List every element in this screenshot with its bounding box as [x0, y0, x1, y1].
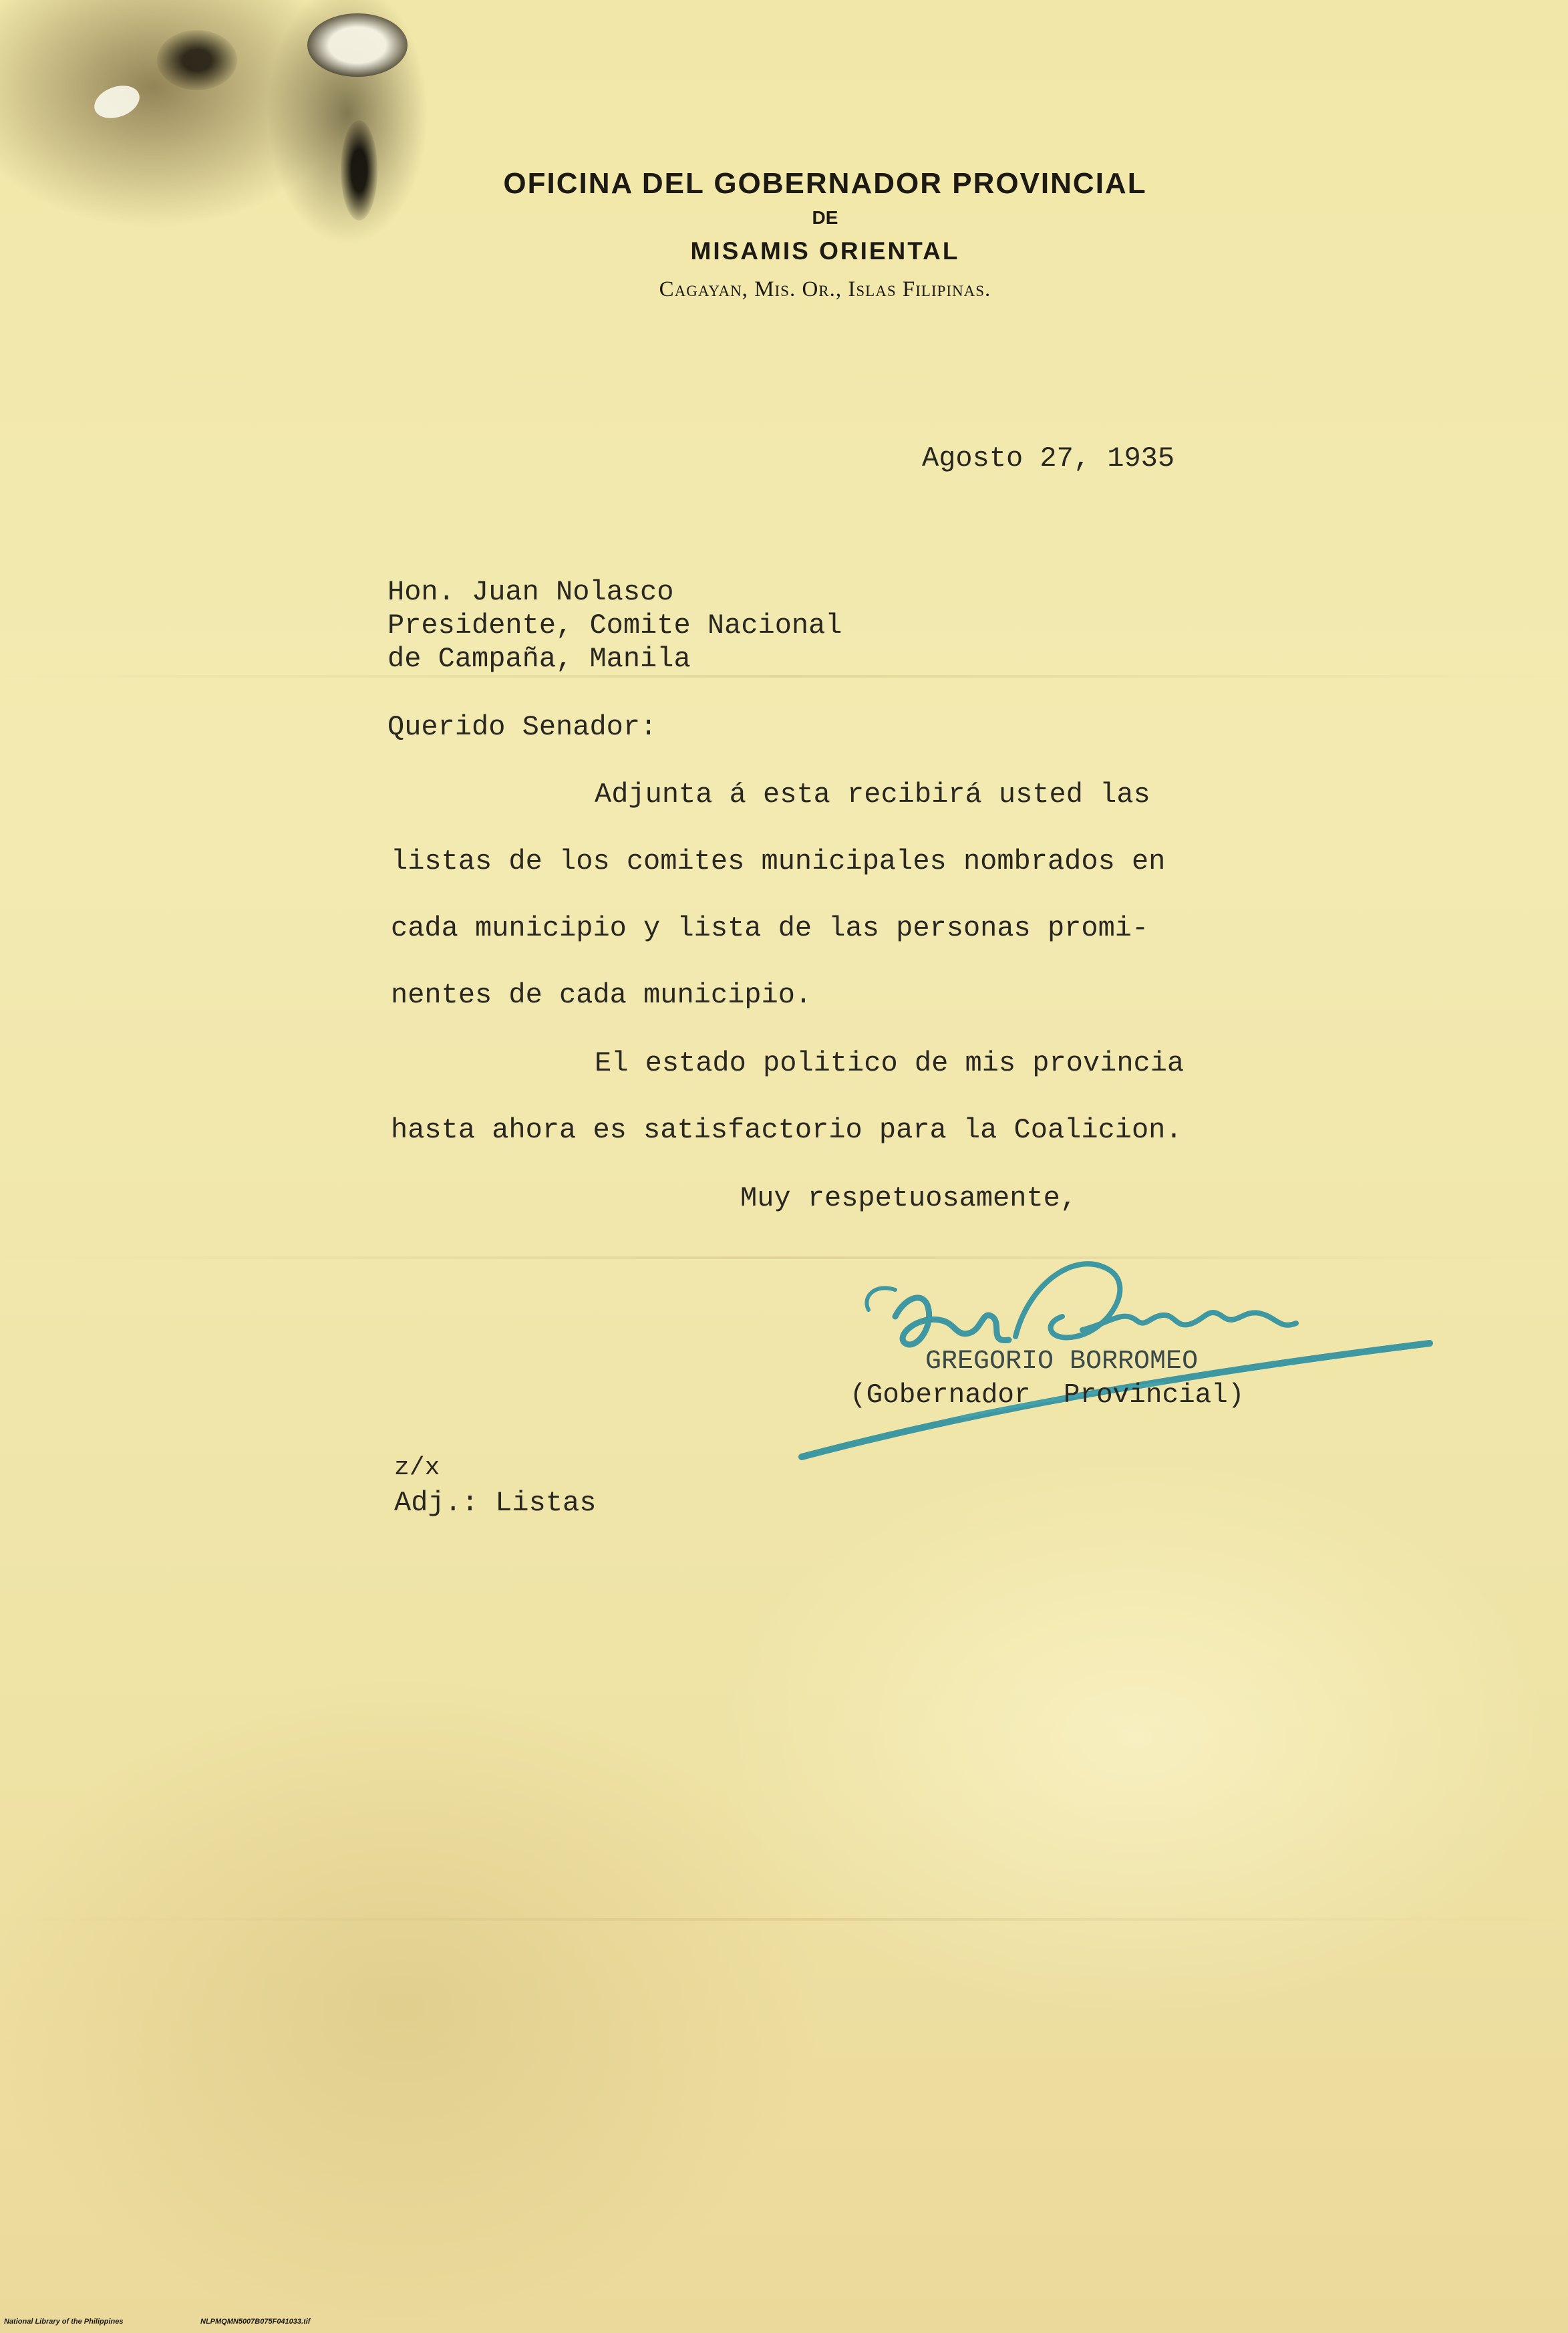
burn-stain [157, 30, 237, 90]
letterhead-province: MISAMIS ORIENTAL [690, 237, 960, 265]
footer-filename: NLPMQMN5007B075F041033.tif [200, 2318, 311, 2326]
signatory-title: (Gobernador Provincial) [850, 1380, 1245, 1411]
typist-initials: z/x [394, 1454, 440, 1482]
recipient-location: de Campaña, Manila [387, 643, 691, 675]
body-line: hasta ahora es satisfactorio para la Coalicion. [391, 1114, 1183, 1146]
body-line: El estado politico de mis provincia [595, 1047, 1185, 1079]
burn-stain [90, 80, 144, 124]
recipient-title: Presidente, Comite Nacional [387, 609, 842, 642]
letterhead-address: Cagayan, Mis. Or., Islas Filipinas. [659, 277, 991, 301]
burn-stain [307, 13, 408, 77]
burn-stain [341, 120, 377, 221]
letter-date: Agosto 27, 1935 [922, 442, 1175, 474]
enclosure-note: Adj.: Listas [394, 1487, 597, 1519]
paper-crease [0, 1918, 1568, 1921]
signatory-name: GREGORIO BORROMEO [925, 1347, 1199, 1377]
paper-crease [0, 675, 1568, 678]
body-line: listas de los comites municipales nombrados en [391, 845, 1166, 877]
letterhead-office: OFICINA DEL GOBERNADOR PROVINCIAL [503, 167, 1147, 200]
body-line: Adjunta á esta recibirá usted las [595, 779, 1150, 811]
letterhead-de: DE [812, 207, 838, 228]
body-line: cada municipio y lista de las personas promi- [391, 912, 1149, 944]
salutation: Querido Senador: [387, 711, 657, 743]
closing: Muy respetuosamente, [740, 1182, 1078, 1214]
footer-library: National Library of the Philippines [4, 2318, 124, 2326]
recipient-name: Hon. Juan Nolasco [387, 576, 674, 608]
body-line: nentes de cada municipio. [391, 979, 812, 1011]
